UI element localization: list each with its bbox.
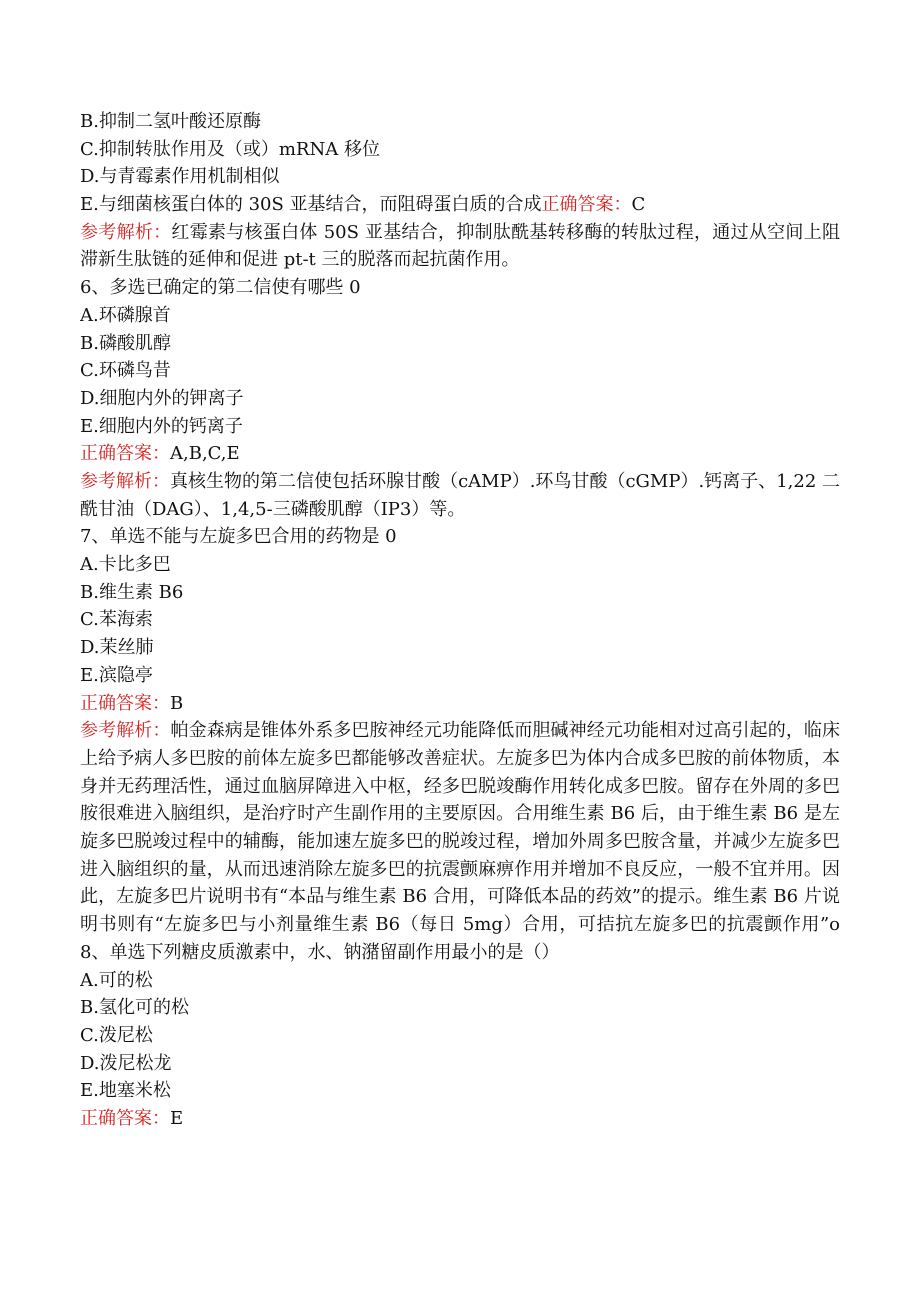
q6-option-c: C.环磷鸟昔 [80,360,171,382]
q8-option-c: C.泼尼松 [80,1024,153,1046]
q6-option-b: B.磷酸肌醇 [80,332,171,354]
q7-option-a: A.卡比多巴 [80,554,171,576]
q7-explanation [80,717,840,966]
q7-option-d: D.茉丝肺 [80,637,154,659]
q5-option-d: D.与青霉素作用机制相似 [80,166,280,188]
q7-option-e: E.滨隐亭 [80,664,153,686]
q7-option-c: C.苯海索 [80,609,153,631]
q6-option-e: E.细胞内外的钙离子 [80,415,243,437]
q5-explanation [80,219,840,274]
document-page [80,108,840,1133]
q5-option-c: C.抑制转肽作用及（或）mRNA 移位 [80,138,380,160]
q7-explain-label: 参考解析： [80,720,171,742]
q5-option-b: B.抑制二氢叶酸还原酶 [80,111,261,132]
q8-answer-value: E [170,1107,184,1129]
q6-answer-label: 正确答案： [80,443,170,465]
q8-option-a: A.可的松 [80,969,153,991]
q6-option-d: D.细胞内外的钾离子 [80,387,244,409]
q5-answer-label: 正确答案： [541,194,632,216]
q5-option-e: E.与细菌核蛋白体的 30S 亚基结合，而阻碍蛋白质的合成 [80,194,542,216]
q5-explain-label: 参考解析： [80,221,172,243]
q7-question: 7、单选不能与左旋多巴合用的药物是 0 [80,526,397,548]
q5-explain-text: 红霉素与核蛋白体 50S 亚基结合，抑制肽酰基转移酶的转肽过程，通过从空间上阻滞新生肽链的延伸和促进 pt-t 三的脱落而起抗菌作用。 [80,221,840,271]
question-8 [80,967,840,1133]
question-5 [80,108,840,274]
q5-answer-value: C [631,194,646,216]
q6-option-a: A.环磷腺首 [80,304,171,326]
question-7 [80,523,840,966]
q8-answer-row [80,1105,840,1133]
q6-explain-text: 真核生物的第二信使包括环腺甘酸（cAMP）.环鸟甘酸（cGMP）.钙离子、1,22 二酰甘油（DAG）、1,4,5-三磷酸肌醇（IP3）等。 [80,470,841,520]
q7-answer-row [80,690,840,718]
q5-option-e-row [80,191,840,219]
q8-option-e: E.地塞米松 [80,1080,171,1102]
q8-answer-label: 正确答案： [80,1107,170,1129]
q8-option-d: D.泼尼松龙 [80,1052,172,1074]
q8-option-b: B.氢化可的松 [80,997,189,1019]
q6-answer-value: A,B,C,E [170,443,240,465]
q7-answer-value: B [170,692,184,714]
q6-question: 6、多选已确定的第二信使有哪些 0 [80,277,361,299]
q7-explain-text: 帕金森病是锥体外系多巴胺神经元功能降低而胆碱神经元功能相对过高引起的，临床上给予病人多巴胺的前体左旋多巴都能够改善症状。左旋多巴为体内合成多巴胺的前体物质，本身并无药理活性，通过血脑屏障进入中枢，经多巴脱竣酶作用转化成多巴胺。留存在外周的多巴胺很难进入脑组织，是治疗时产生副作用的主要原因。合用维生素 B6 后，由于维生素 B6 是左旋多巴脱竣过程中的辅酶，能加速左旋多巴的脱竣过程，增加外周多巴胺含量，并减少左旋多巴进入脑组织的量，从而迅速消除左旋多巴的抗震颤麻痹作用并增加不良反应，一般不宜并用。因此，左旋多巴片说明书有“本品与维生素 B6 合用，可降低本品的药效”的提示。维生素 B6 片说明书则有“左旋多巴与小剂量维生素 B6（每日 5mg）合用，可拮抗左旋多巴的抗震颤作用”o8、单选下列糖皮质激素中，水、钠潴留副作用最小的是（） [80,720,841,963]
q7-answer-label: 正确答案： [80,692,170,714]
q6-answer-row [80,440,840,468]
q7-option-b: B.维生素 B6 [80,581,184,603]
q6-explanation [80,468,840,523]
q6-explain-label: 参考解析： [80,470,171,492]
question-6 [80,274,840,523]
